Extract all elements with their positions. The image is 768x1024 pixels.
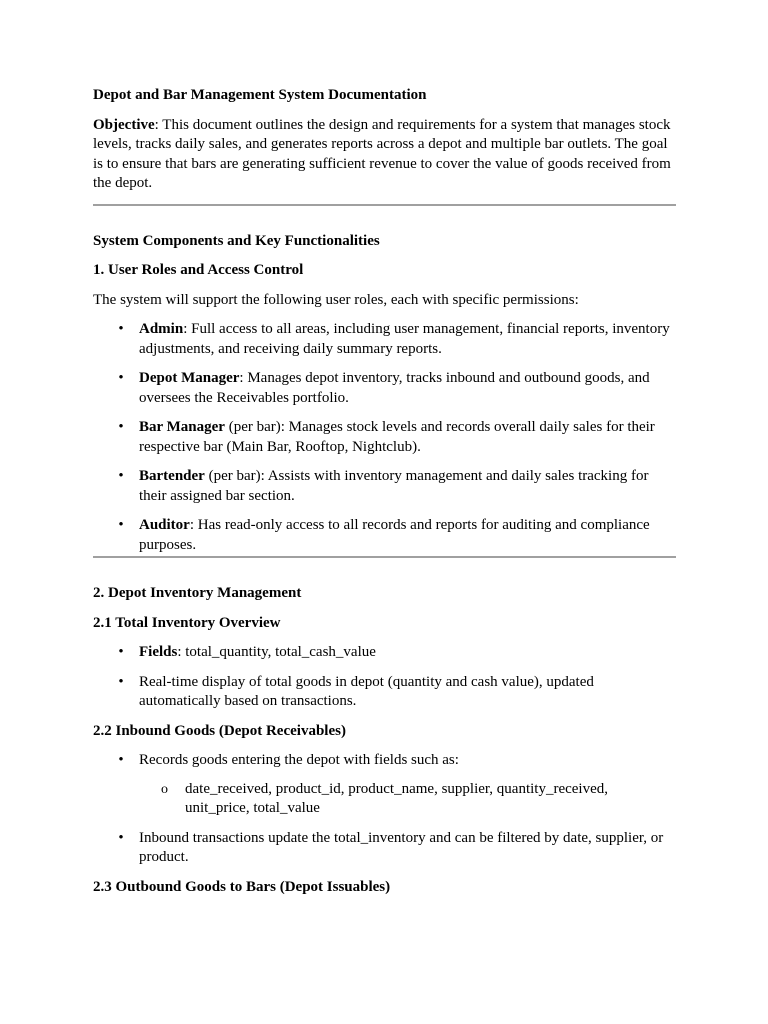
- objective-paragraph: [93, 116, 676, 194]
- objective-label: Objective: [93, 116, 155, 133]
- bullet-icon: •: [118, 468, 124, 484]
- bullet-icon: •: [118, 829, 124, 846]
- role-text: (per bar): Assists with inventory management and daily sales tracking for their assigned bar section.: [139, 468, 649, 504]
- inbound-heading: 2.2 Inbound Goods (Depot Receivables): [93, 722, 346, 739]
- components-heading: System Components and Key Functionalities: [93, 232, 380, 249]
- bullet-icon: •: [118, 321, 124, 337]
- role-name: Auditor: [139, 517, 190, 533]
- bullet-icon: •: [118, 673, 124, 690]
- section-divider: [93, 556, 676, 558]
- realtime-text: Real-time display of total goods in depot (quantity and cash value), updated automatically based on transactions.: [139, 673, 594, 709]
- bullet-icon: •: [118, 419, 124, 435]
- list-item: [93, 369, 676, 408]
- overview-heading: 2.1 Total Inventory Overview: [93, 614, 281, 631]
- objective-text: : This document outlines the design and requirements for a system that manages stock levels, tracks daily sales, and generates reports across a depot and multiple bar outlets. The goal is to ensure that bars are generating sufficient revenue to cover the value of goods received from the depot.: [93, 116, 671, 191]
- list-item: [93, 643, 676, 663]
- role-text: : Full access to all areas, including user management, financial reports, inventory adjustments, and receiving daily summary reports.: [139, 321, 670, 357]
- inbound-fields-text: date_received, product_id, product_name, supplier, quantity_received, unit_price, total_value: [185, 780, 608, 816]
- list-item: [93, 516, 676, 555]
- fields-text: : total_quantity, total_cash_value: [177, 644, 376, 660]
- inbound-list: [93, 751, 676, 868]
- inbound-fields-list: [139, 780, 676, 819]
- role-name: Bartender: [139, 468, 205, 484]
- inbound-update-text: Inbound transactions update the total_inventory and can be filtered by date, supplier, or product.: [139, 829, 664, 865]
- inventory-heading: 2. Depot Inventory Management: [93, 585, 302, 601]
- role-name: Bar Manager: [139, 419, 225, 435]
- document-title: Depot and Bar Management System Documentation: [93, 87, 427, 103]
- bullet-icon: •: [118, 644, 124, 660]
- role-name: Depot Manager: [139, 370, 240, 386]
- role-text: (per bar): Manages stock levels and records overall daily sales for their respective bar (Main Bar, Rooftop, Nightclub).: [139, 419, 655, 455]
- document-body: [93, 86, 676, 907]
- list-item: [93, 467, 676, 506]
- roles-heading: 1. User Roles and Access Control: [93, 262, 304, 278]
- inbound-records-text: Records goods entering the depot with fields such as:: [139, 752, 459, 768]
- role-name: Admin: [139, 321, 184, 337]
- role-text: : Manages depot inventory, tracks inbound and outbound goods, and oversees the Receivables portfolio.: [139, 370, 650, 406]
- bullet-icon: •: [118, 517, 124, 533]
- bullet-icon: •: [118, 752, 124, 768]
- fields-label: Fields: [139, 644, 178, 660]
- bullet-icon: •: [118, 370, 124, 386]
- list-item: [139, 780, 676, 819]
- roles-list: [93, 320, 676, 555]
- section-divider: [93, 204, 676, 206]
- list-item: [93, 320, 676, 359]
- list-item: [93, 751, 676, 819]
- list-item: [93, 418, 676, 457]
- list-item: [93, 829, 676, 868]
- circle-bullet-icon: o: [161, 781, 168, 797]
- role-text: : Has read-only access to all records and reports for auditing and compliance purposes.: [139, 517, 650, 553]
- roles-intro: The system will support the following user roles, each with specific permissions:: [93, 291, 579, 308]
- list-item: [93, 673, 676, 712]
- outbound-heading: 2.3 Outbound Goods to Bars (Depot Issuables): [93, 878, 391, 895]
- overview-list: [93, 643, 676, 712]
